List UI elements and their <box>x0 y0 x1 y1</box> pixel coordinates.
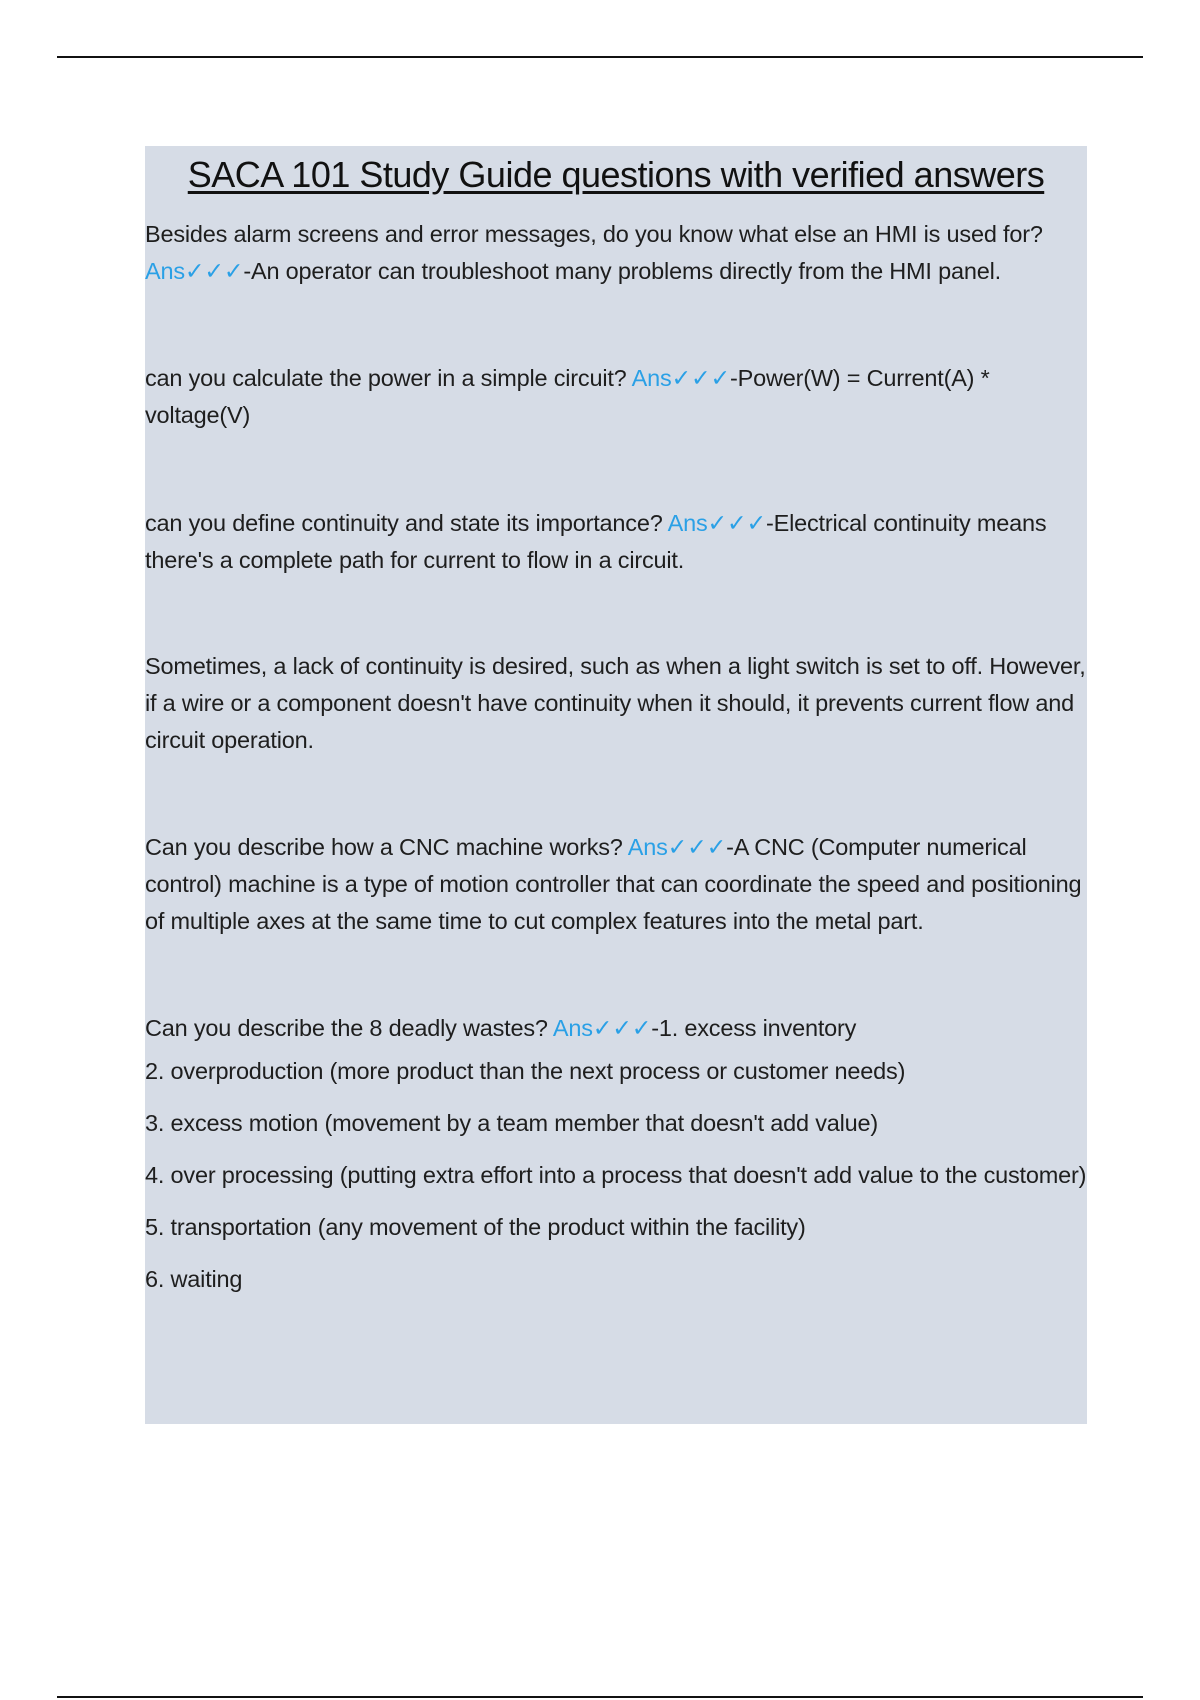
list-item: 4. over processing (putting extra effort into a process that doesn't add value to the customer) <box>145 1162 1087 1188</box>
list-item: 5. transportation (any movement of the product within the facility) <box>145 1214 806 1240</box>
study-guide-panel <box>145 146 1087 1424</box>
page-title: SACA 101 Study Guide questions with verified answers <box>187 154 1045 195</box>
question-text: can you calculate the power in a simple circuit? <box>145 365 627 391</box>
question-text: can you define continuity and state its importance? <box>145 510 663 536</box>
answer-marker: Ans✓✓✓ <box>145 258 244 284</box>
question-text: Can you describe how a CNC machine works? <box>145 834 623 860</box>
top-rule <box>57 56 1143 58</box>
answer-text: -An operator can troubleshoot many problems directly from the HMI panel. <box>243 258 1001 284</box>
answer-text: -1. excess inventory <box>651 1015 857 1041</box>
answer-marker: Ans✓✓✓ <box>627 834 727 860</box>
answer-marker: Ans✓✓✓ <box>667 510 766 536</box>
qa-item-cnc <box>145 829 1087 940</box>
answer-text: -Power(W) = Current(A) * voltage(V) <box>145 365 990 428</box>
list-item: 2. overproduction (more product than the next process or customer needs) <box>145 1058 906 1084</box>
bottom-rule <box>57 1696 1143 1698</box>
qa-item-hmi <box>145 216 1087 290</box>
answer-text: -Electrical continuity means there's a complete path for current to flow in a circuit. <box>145 510 1047 573</box>
list-item: 6. waiting <box>145 1266 243 1292</box>
answer-marker: Ans✓✓✓ <box>631 365 730 391</box>
question-text: Can you describe the 8 deadly wastes? <box>145 1015 548 1041</box>
list-item: 3. excess motion (movement by a team member that doesn't add value) <box>145 1110 879 1136</box>
answer-text: -A CNC (Computer numerical control) machine is a type of motion controller that can coordinate the speed and positioning of multiple axes at the same time to cut complex features into the metal part. <box>145 834 1082 934</box>
answer-marker: Ans✓✓✓ <box>552 1015 652 1041</box>
qa-item-power <box>145 360 1087 434</box>
continuity-note: Sometimes, a lack of continuity is desired, such as when a light switch is set to off. However, if a wire or a component doesn't have continuity when it should, it prevents current flow and circuit operation. <box>145 653 1086 753</box>
wastes-list <box>145 1053 1087 1298</box>
question-text: Besides alarm screens and error messages, do you know what else an HMI is used for? <box>145 221 1043 247</box>
qa-item-continuity <box>145 505 1087 579</box>
qa-item-wastes <box>145 1010 1087 1047</box>
